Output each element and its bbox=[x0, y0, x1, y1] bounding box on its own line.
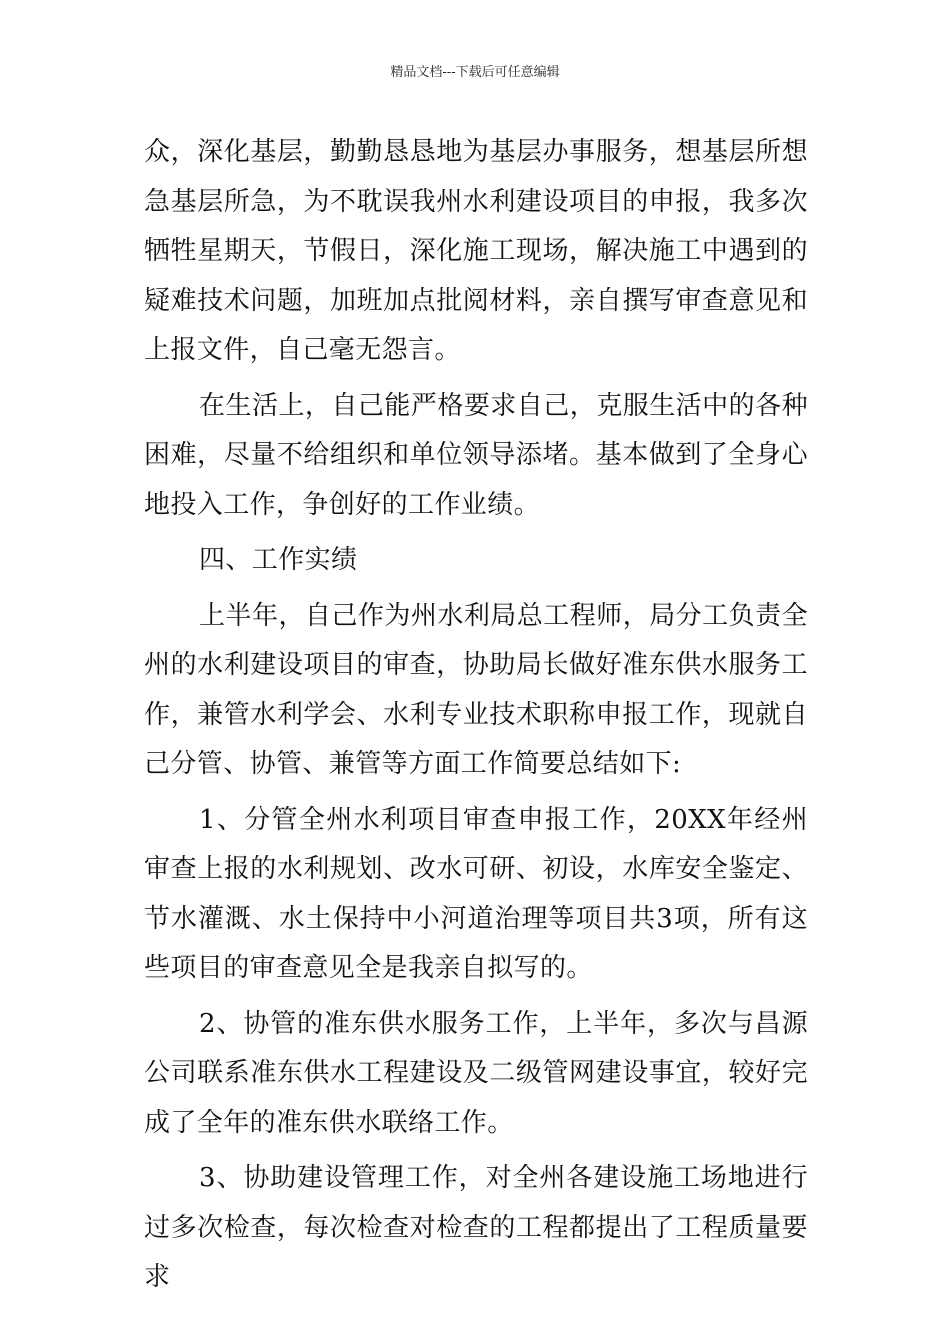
document-body bbox=[144, 128, 808, 1309]
paragraph-4: 1、分管全州水利项目审查申报工作，20XX年经州审查上报的水利规划、改水可研、初设，水库安全鉴定、节水灌溉、水土保持中小河道治理等项目共3项，所有这些项目的审查意见全是我亲自拟写的。 bbox=[144, 804, 808, 983]
paragraph-1: 众，深化基层，勤勤恳恳地为基层办事服务，想基层所想急基层所急，为不耽误我州水利建设项目的申报，我多次牺牲星期天，节假日，深化施工现场，解决施工中遇到的疑难技术问题，加班加点批阅材料，亲自撰写审查意见和上报文件，自己毫无怨言。 bbox=[144, 137, 808, 365]
paragraph-2: 在生活上，自己能严格要求自己，克服生活中的各种困难，尽量不给组织和单位领导添堵。基本做到了全身心地投入工作，争创好的工作业绩。 bbox=[144, 390, 808, 520]
page-header: 精品文档---下载后可任意编辑 bbox=[390, 65, 560, 80]
paragraph-3: 上半年，自己作为州水利局总工程师，局分工负责全州的水利建设项目的审查，协助局长做好准东供水服务工作，兼管水利学会、水利专业技术职称申报工作，现就自己分管、协管、兼管等方面工作简要总结如下: bbox=[144, 600, 808, 779]
paragraph-5: 2、协管的准东供水服务工作，上半年，多次与昌源公司联系准东供水工程建设及二级管网建设事宜，较好完成了全年的准东供水联络工作。 bbox=[144, 1008, 808, 1138]
section-heading: 四、工作实绩 bbox=[199, 545, 358, 575]
paragraph-6: 3、协助建设管理工作，对全州各建设施工场地进行过多次检查，每次检查对检查的工程都提出了工程质量要求 bbox=[144, 1163, 808, 1292]
